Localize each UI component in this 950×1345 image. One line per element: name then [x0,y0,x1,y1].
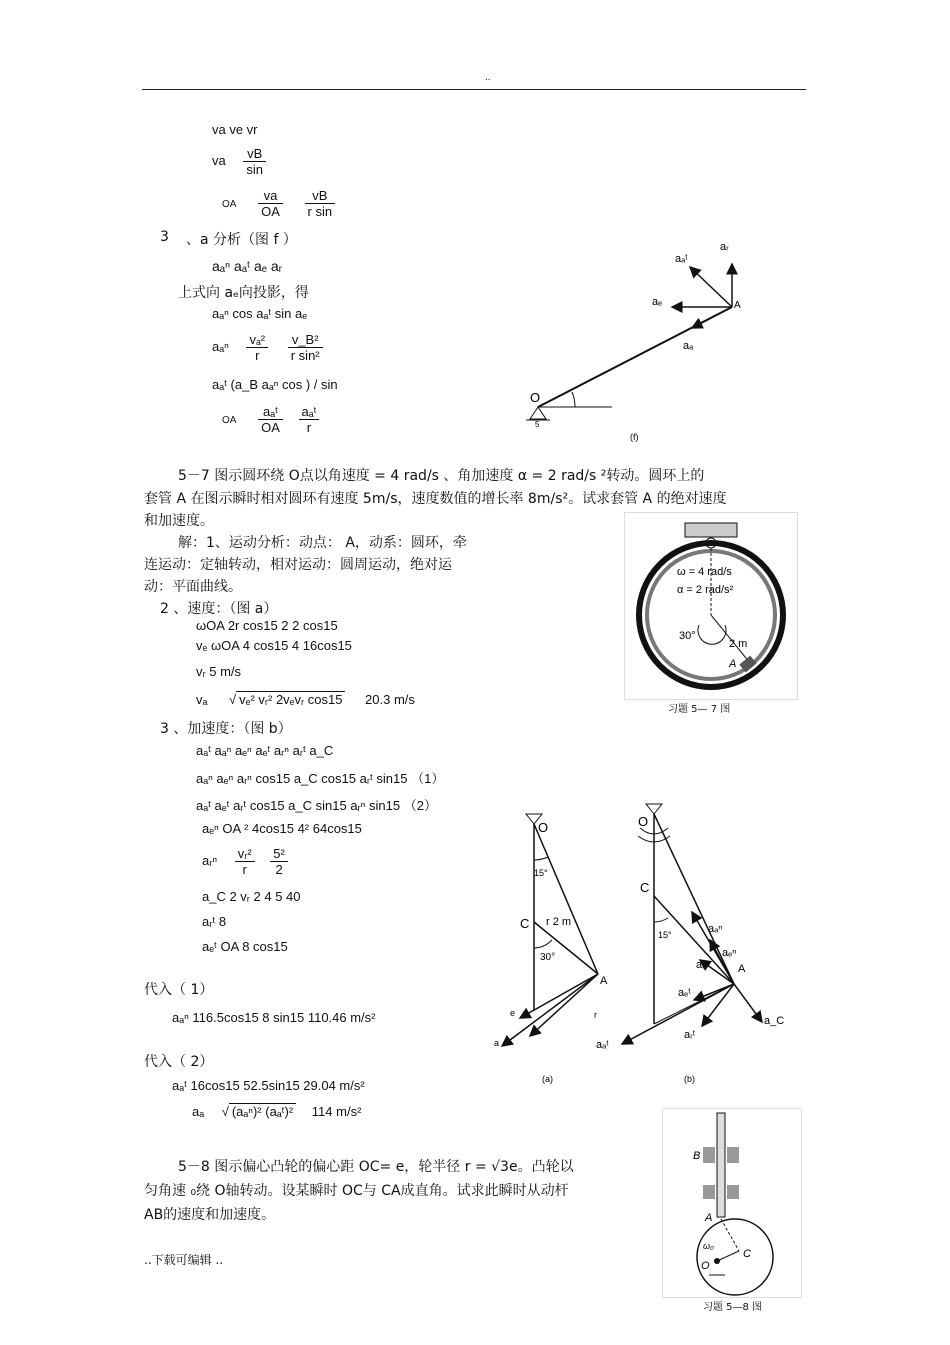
fig-a-angle30: 30° [540,952,556,963]
fig-b-arrow-ac [734,984,762,1022]
eq-omega-num1: va [258,188,283,204]
eq-projection: aₐⁿ cos aₐᵗ sin aₑ [212,306,308,321]
fig-b-angle15: 15° [658,930,672,940]
fig-b-o: O [638,814,649,829]
eq-arn-num1: vᵣ² [235,846,255,862]
figure-f [520,232,760,447]
figure-5-7-caption: 习题 5— 7 图 [668,704,731,715]
fig-b-ca [654,896,737,984]
eq-omega-den2: r sin [307,204,333,219]
substitute-1-label: 代入（ 1） [144,982,214,998]
section-3-number: 3 [160,229,169,245]
eq-acc-sum: aₐⁿ aₐᵗ aₑ aᵣ [212,258,282,274]
fig-a-arrow-ve [520,974,598,1018]
fig-a-angle15: 15° [534,868,548,878]
fig-5-7-omega: ω = 4 rad/s [677,566,732,578]
fig-5-8-guide-upper-right [727,1147,739,1163]
eq-arn-den1: r [242,862,247,877]
eq-aa-final-root: (aₐⁿ)² (aₐᵗ)² [229,1103,296,1119]
fig-5-7-bracket [685,523,737,537]
eq-aat: aₐᵗ (a_B aₐⁿ cos ) / sin [212,377,338,392]
fig-f-arrow-aa [692,307,732,328]
header-mark: .. [485,72,491,83]
eq-aan-den1: r [255,348,260,363]
solution-5-7-s1-l2: 连运动：定轴转动，相对运动：圆周运动，绝对运 [144,557,452,573]
fig-f-aa-label: aₐ [683,340,694,352]
eq-alpha-den2: r [306,420,312,435]
fig-a-arc15 [534,857,548,860]
footer-text: ..下载可编辑 .. [144,1253,224,1267]
eq-aan-num1: vₐ² [246,332,268,348]
fig-5-7-alpha: α = 2 rad/s² [677,584,734,596]
figure-b [592,800,792,1090]
figure-5-8 [663,1109,801,1297]
substitute-2-label: 代入（ 2） [144,1054,214,1070]
fig-5-8-guide-lower-left [703,1185,715,1199]
fig-b-art: aᵣᵗ [684,1029,696,1041]
fig-5-7-angle: 30° [679,630,696,642]
eq-aen: aₑⁿ OA ² 4cos15 4² 64cos15 [202,821,362,836]
fig-f-ar-label: aᵣ [720,241,729,253]
fig-5-7-radius-label: 2 m [729,638,748,650]
eq-aa-final-left: aₐ [192,1104,205,1119]
substitute-1-eq: aₐⁿ 116.5cos15 8 sin15 110.46 m/s² [172,1010,376,1025]
eq-va-den: sin [246,162,263,177]
fig-b-ac: a_C [764,1015,785,1027]
fig-b-c: C [640,880,650,895]
eq-ve: vₑ ωOA 4 cos15 4 16cos15 [196,638,352,653]
eq-aan-den2: r sin² [290,348,320,363]
eq-aan [212,332,323,363]
eq-aan-num2: v_B² [288,332,323,348]
eq-ac: a_C 2 vᵣ 2 4 5 40 [202,889,301,904]
eq-va-left: va [212,152,226,168]
fig-f-a-label: A [734,300,741,311]
solution-5-7-s3: 3 、加速度：（图 b） [160,721,292,737]
eq-omega-den1: OA [261,204,280,219]
fig-a-aa: a [494,1038,500,1048]
fig-f-caption: (f) [630,432,639,442]
problem-5-7-line3: 和加速度。 [144,513,214,529]
fig-b-arc15 [654,918,668,922]
eq-aa-final-right: 114 m/s² [311,1104,362,1119]
substitute-2-eq: aₐᵗ 16cos15 52.5sin15 29.04 m/s² [172,1078,365,1093]
problem-5-8-line3: AB的速度和加速度。 [144,1207,276,1223]
eq-arn [202,846,288,877]
fig-b-aen: aₑⁿ [722,947,737,959]
eq-acc-1: aₐⁿ aₑⁿ aᵣⁿ cos15 a_C cos15 aᵣᵗ sin15 （1） [196,771,445,786]
fig-5-8-oc [717,1251,739,1261]
eq-va-num: vB [243,146,266,162]
fig-f-ae-label: aₑ [652,296,663,308]
eq-va [212,146,266,177]
section-3-title: 、a 分析（图 f ） [186,232,297,248]
eq-alpha-num1: aₐᵗ [258,404,283,420]
eq-va-result-left: vₐ [196,692,208,707]
fig-f-angle-label: 5 [535,420,540,429]
eq-va-result-root: vₑ² vᵣ² 2vₑvᵣ cos15 [236,691,345,707]
projection-text: 上式向 aₑ向投影，得 [178,285,309,301]
figure-5-8-box [662,1108,802,1298]
eq-aan-left: aₐⁿ [212,338,229,354]
fig-5-8-rod [717,1113,725,1217]
problem-5-7-line2: 套管 A 在图示瞬时相对圆环有速度 5m/s，速度数值的增长率 8m/s²。试求套管 A 的绝对速度 [144,491,727,507]
figure-5-7-box [624,512,798,700]
problem-5-8-line2: 匀角速 ₀绕 O轴转动。设某瞬时 OC与 CA成直角。试求此瞬时从动杆 [144,1183,569,1199]
eq-acc-vector: aₐᵗ aₐⁿ aₑⁿ aₑᵗ aᵣⁿ aᵣᵗ a_C [196,743,334,758]
fig-5-8-guide-lower-right [727,1185,739,1199]
fig-a-arrow-vr [530,974,598,1036]
eq-vr: vᵣ 5 m/s [196,664,242,679]
fig-a-o: O [538,820,549,835]
figure-5-8-caption: 习题 5—8 图 [703,1302,763,1313]
fig-5-7-a-label: A [729,658,737,670]
eq-art: aᵣᵗ 8 [202,914,227,929]
fig-5-8-b: B [693,1150,701,1162]
fig-a-arrow-va [502,974,598,1046]
fig-5-8-ca [721,1219,739,1251]
eq-arn-num2: 5² [270,846,288,862]
fig-a-caption: (a) [542,1074,553,1084]
fig-5-8-c: C [743,1248,751,1260]
fig-f-aat-label: aₐᵗ [675,253,688,265]
eq-aa-final: aₐ √ (aₐⁿ)² (aₐᵗ)² 114 m/s² [192,1104,362,1119]
eq-omega-oa [222,188,335,219]
fig-b-a: A [738,963,746,975]
eq-va-result: vₐ √ vₑ² vᵣ² 2vₑvᵣ cos15 20.3 m/s [196,692,415,707]
fig-a-arc30 [534,940,552,948]
fig-a-a: A [600,975,608,987]
fig-b-aan: aₐⁿ [708,923,723,935]
problem-5-8-line1: 5－8 图示偏心凸轮的偏心距 OC= e，轮半径 r = √3e。凸轮以 [178,1159,574,1175]
eq-alpha-num2: aₐᵗ [299,404,320,420]
eq-alpha-oa-left: OA [222,414,237,426]
fig-b-aat: aₐᵗ [596,1039,609,1051]
eq-omega-oa-left: OA [222,198,237,210]
fig-a-c: C [520,916,530,931]
fig-f-arrow-aat [690,267,732,307]
eq-va-result-right: 20.3 m/s [365,692,415,707]
eq-acc-2: aₐᵗ aₑᵗ aᵣᵗ cos15 a_C sin15 aᵣⁿ sin15 （2） [196,798,437,813]
fig-5-8-o-pivot [714,1258,720,1264]
fig-f-angle-arc [572,392,575,407]
eq-aet: aₑᵗ OA 8 cos15 [202,939,288,954]
fig-5-8-o: O [701,1260,710,1272]
fig-f-support [530,407,546,419]
eq-omega-value: ωOA 2r cos15 2 2 cos15 [196,618,338,633]
fig-a-e: e [510,1008,516,1018]
solution-5-7-s1-l3: 动：平面曲线。 [144,579,242,595]
problem-5-7-line1: 5－7 图示圆环绕 O点以角速度 = 4 rad/s 、角加速度 α = 2 rad/s ²转动。圆环上的 [178,468,705,484]
eq-arn-den2: 2 [275,862,283,877]
fig-b-caption: (b) [684,1074,695,1084]
solution-5-7-s1-l1: 解：1、运动分析：动点： A，动系：圆环，牵 [178,535,467,551]
figure-5-7 [625,513,797,699]
eq-alpha-den1: OA [261,420,280,435]
fig-5-8-guide-upper-left [703,1147,715,1163]
fig-a-ca [534,922,598,974]
eq-alpha-oa [222,404,319,435]
fig-5-8-cam [697,1219,773,1295]
fig-5-8-omega: ω₀ [703,1241,714,1251]
header-rule [142,89,806,90]
eq-velocity-sum: va ve vr [212,122,258,137]
solution-5-7-s2: 2 、速度：（图 a） [160,601,278,617]
eq-arn-left: aᵣⁿ [202,852,218,868]
fig-b-aet: aₑᵗ [678,987,691,999]
fig-a-r: r 2 m [546,916,572,928]
fig-b-support [646,804,662,814]
eq-omega-num2: vB [305,188,336,204]
fig-b-arn: aᵣⁿ [696,959,709,971]
fig-a-rr: r [594,1010,597,1020]
fig-5-8-a: A [705,1212,713,1224]
fig-f-o-label: O [530,390,541,405]
